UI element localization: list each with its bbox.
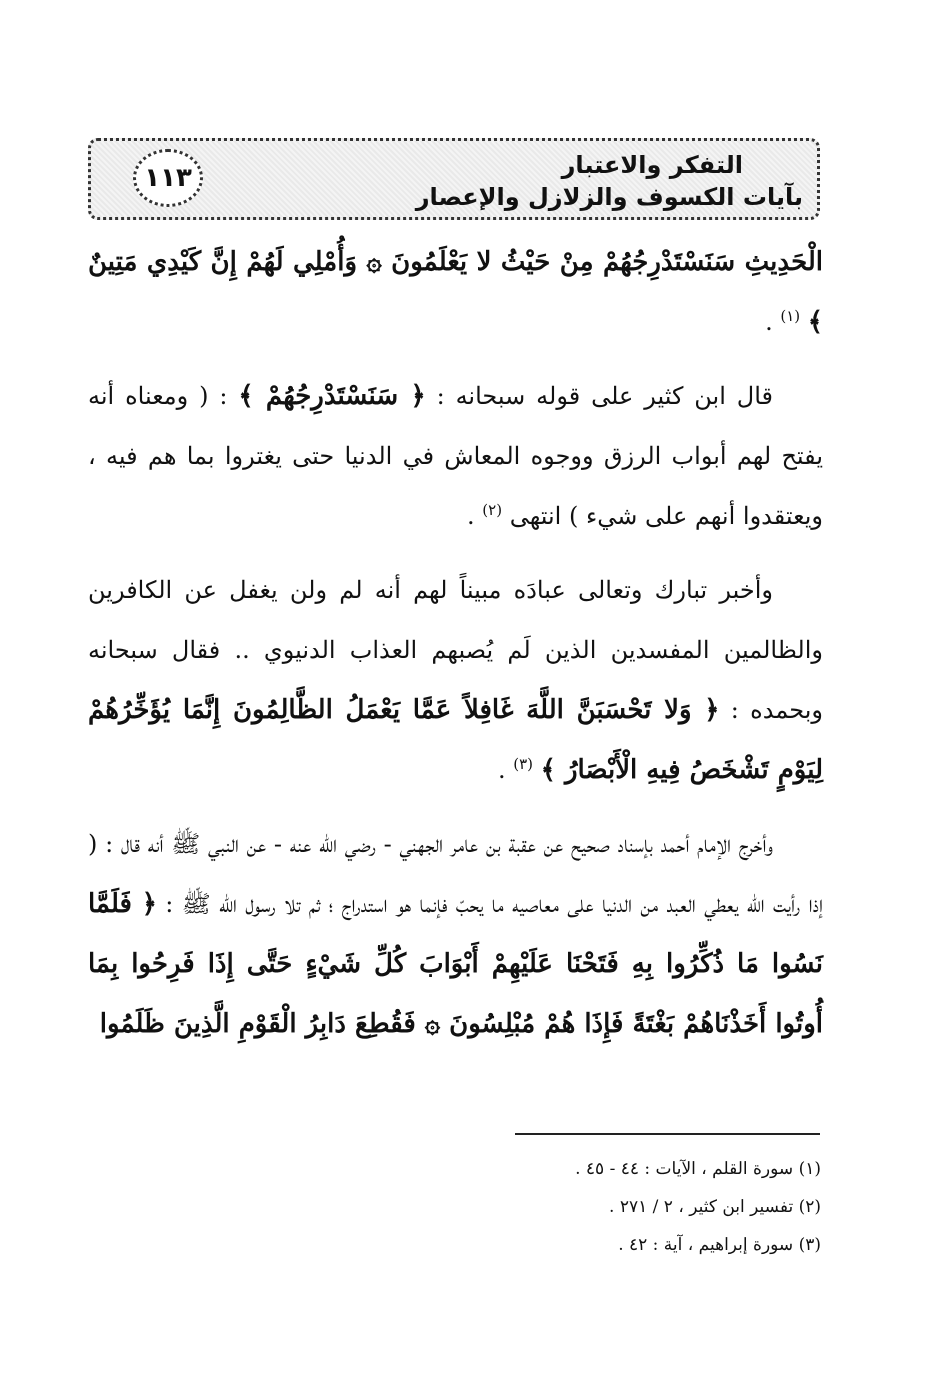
header-titles [416,149,803,213]
header-title-line-1: التفكر والاعتبار [561,151,743,179]
page-body [88,232,823,1068]
paragraph-text: وأخبر تبارك وتعالى عبادَه مبيناً لهم أنه لم ولن يغفل عن الكافرين والظالمين المفسدين الذين لَم يُصبهم العذاب الدنيوي .. فقال سبحانه وبحمده : [88,576,823,724]
paragraph-text: وأخرج الإمام أحمد بإسناد صحيح عن عقبة بن عامر الجهني - رضي الله عنه - عن النبي ﷺ أنه قال : ( إذا رأيت الله يعطي العبد من الدنيا على معاصيه ما يحبّ فإنما هو استدراج ؛ ثم تلا رسول الله ﷺ : [88,830,823,918]
paragraph-2 [88,366,823,546]
running-header [88,138,820,220]
footnote-ref-3: (٣) [513,755,534,773]
footnote-3: (٣) سورة إبراهيم ، آية : ٤٢ . [618,1235,821,1255]
page-number: ١١٣ [133,149,203,207]
quran-verse: ﴿ فَلَمَّا نَسُوا مَا ذُكِّرُوا بِهِ فَتَحْنَا عَلَيْهِمْ أَبْوَابَ كُلِّ شَيْءٍ حَتَّى إِذَا فَرِحُوا بِمَا أُوتُوا أَخَذْنَاهُمْ بَغْتَةً فَإِذَا هُمْ مُبْلِسُونَ ۞ فَقُطِعَ دَابِرُ الْقَوْمِ الَّذِينَ ظَلَمُوا [88,889,823,1039]
footnote-1: (١) سورة القلم ، الآيات : ٤٤ - ٤٥ . [575,1159,821,1179]
quran-verse: ﴿ سَنَسْتَدْرِجُهُمْ ﴾ [238,381,426,411]
paragraph-end: . [765,308,773,336]
paragraph-text: : ( ومعناه أنه يفتح لهم أبواب الرزق ووجوه المعاش في الدنيا حتى يغتروا بما هم فيه ، ويعتقدوا أنهم على شيء ) انتهى [88,382,823,530]
paragraph-3 [88,560,823,800]
paragraph-text: قال ابن كثير على قوله سبحانه : [436,382,774,410]
footnote-ref-2: (٢) [482,501,503,519]
footnote-divider [515,1133,820,1135]
paragraph-1 [88,232,823,352]
quran-verse: ﴿ وَلا تَحْسَبَنَّ اللَّهَ غَافِلاً عَمَّا يَعْمَلُ الظَّالِمُونَ إِنَّمَا يُؤَخِّرُهُمْ لِيَوْمٍ تَشْخَصُ فِيهِ الْأَبْصَارُ ﴾ [88,695,823,785]
footnotes [401,1150,821,1264]
quran-verse: الْحَدِيثِ سَنَسْتَدْرِجُهُمْ مِنْ حَيْثُ لا يَعْلَمُونَ ۞ وَأُمْلِي لَهُمْ إِنَّ كَيْدِي مَتِينٌ ﴾ [88,247,823,337]
footnote-ref-1: (١) [780,307,801,325]
paragraph-4 [88,814,823,1054]
header-title-line-2: بآيات الكسوف والزلازل والإعصار [415,183,803,211]
paragraph-end: . [466,502,475,530]
paragraph-end: . [497,756,506,784]
footnote-2: (٢) تفسير ابن كثير ، ٢ / ٢٧١ . [609,1197,821,1217]
